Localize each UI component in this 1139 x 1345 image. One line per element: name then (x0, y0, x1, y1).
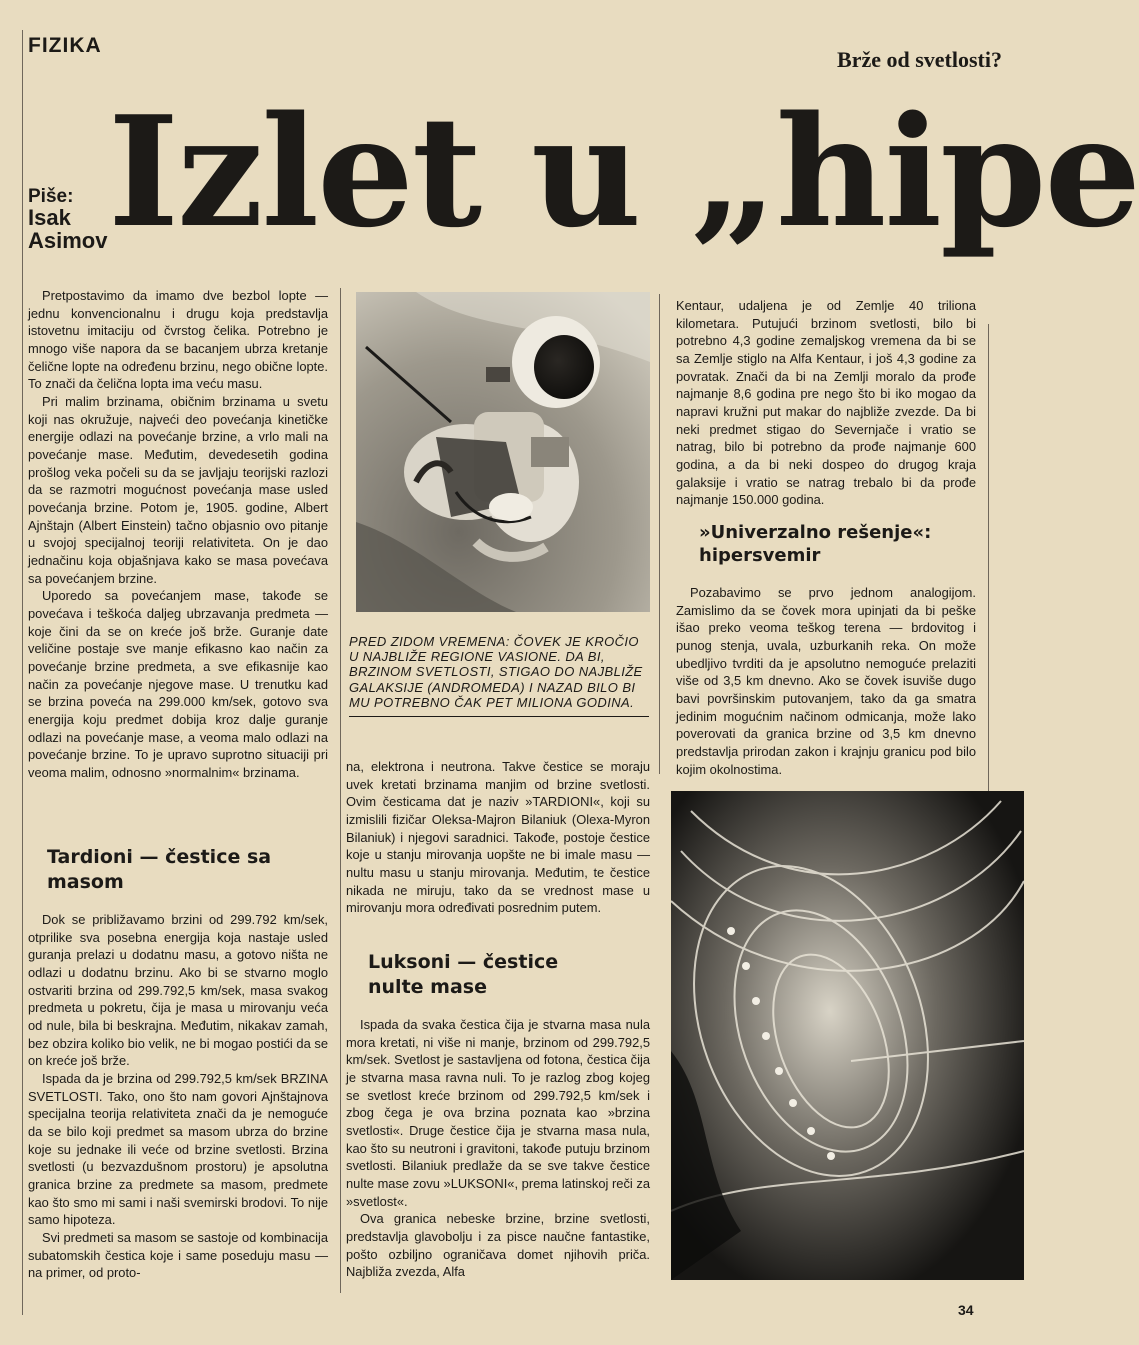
column-3 (676, 297, 976, 509)
byline-label: Piše: (28, 186, 74, 207)
column-divider (340, 288, 341, 1293)
kicker-title: Brže od svetlosti? (837, 47, 1002, 72)
column-divider (659, 294, 660, 774)
column-3-continued (676, 584, 976, 778)
paragraph: Dok se približavamo brzini od 299.792 km/sek, otprilike sva posebna energija koja nastaje usled guranja prelazi u dodatnu masu, a gotovo ništa ne odlazi u dodatnu brzinu. Ako bi se stvarno moglo ostvariti brzina od 299.792,5 km/sek, masa svakog predmeta u pokretu, čija je masa u mirovanju veća od nule, bila bi beskrajna. Međutim, nikakav zamah, bez obzira koliko bio velik, ne bi mogao postići da se on kreće još brže. (28, 912, 328, 1069)
subheading-luksoni: Luksoni — čestice nulte mase (368, 951, 559, 998)
byline (28, 187, 107, 253)
paragraph: Pri malim brzinama, običnim brzinama u svetu koji nas okružuje, najveći deo povećanja kinetičke energije odlazi na povećanje brzine, a vrlo mali na povećanje mase. Međutim, devedesetih godina prošlog veka počeli su da se javljaju teorijski razlozi da se razmotri mogućnost povećanja mase usled povećanja brzine. Potom je, 1905. godine, Albert Ajnštajn (Albert Einstein) tačno objasnio ovo pitanje u svojoj specijalnoj teoriji relativiteta. On je dao jednačinu koja objašnjava kako se masa povećava sa povećanjem brzine. (28, 394, 328, 586)
paragraph: na, elektrona i neutrona. Takve čestice se moraju uvek kretati brzinama manjim od brzine svetlosti. Ovim česticama dat je naziv »TARDIONI«, koji su izmislili fizičar Oleksa-Majron Bilaniuk (Olexa-Myron Bilaniuk) i njegovi saradnici. Takođe, postoje čestice koje u stanju mirovanja uopšte ne bi imale masu — nultu masu u stanju mirovanja. Međutim, te čestice nikada ne miruju, tako da se vrednost mase u mirovanju mora određivati posrednim putem. (346, 759, 650, 916)
paragraph: Ispada da je brzina od 299.792,5 km/sek BRZINA SVETLOSTI. Tako, ono što nam govori Ajnštajnova specijalna teorija relativiteta znači da je nemoguće da se bilo koji predmet sa masom ubrza do brzine koje su jednake ili veće od brzine svetlosti. Brzina svetlosti (u bezvazdušnom prostoru) je apsolutna granica brzine za predmete sa masom, predmete kao što smo mi sami i naši svemirski brodovi. To nije samo hipoteza. (28, 1071, 328, 1228)
column-1-continued (28, 911, 328, 1282)
author-last-name: Asimov (28, 227, 108, 253)
column-2-continued (346, 1016, 650, 1281)
paragraph: Ova granica nebeske brzine, brzine svetlosti, predstavlja glavobolju i za pisce naučne fantastike, pošto ozbiljno ograničava domet njihovih priča. Najbliža zvezda, Alfa (346, 1211, 650, 1280)
author-first-name: Isak (28, 204, 71, 230)
space-illustration (671, 791, 1024, 1280)
paragraph: Ispada da svaka čestica čija je stvarna masa nula mora kretati, ni više ni manje, brzinom od 299.792,5 km/sek. Svetlost je sastavljena od fotona, čestica čija je stvarna masa ravna nuli. To je razlog zbog kojeg se svetlost kreće brzinom od 299.792,5 km/sek i zbog čega je ova brzina poznata kao »brzina svetlosti«. Druge čestice čija je stvarna masa nula, kao što su neutroni i gravitoni, takođe putuju brzinom svetlosti. Bilaniuk predlaže da se sve takve čestice nulte mase zovu »LUKSONI«, prema latinskoj reči za »svetlost«. (346, 1017, 650, 1209)
paragraph: Uporedo sa povećanjem mase, takođe se povećava i teškoća daljeg ubrzavanja predmeta — koje čini da se on kreće još brže. Guranje date veličine postaje sve manje efikasno kao način za povećanje brzine predmeta, a sve efikasnije kao način za povećanje njegove mase. U trenutku kad se brzina poveća na 299.000 km/sek, gotovo sva energija koju predmet dobija kroz dalje guranje odlazi na povećanje mase, a veoma malo odlazi na povećanje brzine. To je upravo suprotno situaciji pri veoma malim, odnosno »normalnim« brzinama. (28, 588, 328, 781)
subheading-hipersvemir: »Univerzalno rešenje«: hipersvemir (699, 522, 932, 567)
paragraph: Pretpostavimo da imamo dve bezbol lopte — jednu konvencionalnu i drugu koja predstavlja istovetnu imitaciju od čvrstog čelika. Potrebno je mnogo više napora da se bacanjem ubrza kretanje čelične lopte na određenu brzinu, nego obične lopte. To znači da čelična lopta ima veću masu. (28, 288, 328, 392)
column-1 (28, 287, 328, 782)
subheading-tardioni: Tardioni — čestice sa masom (47, 846, 272, 893)
left-margin-rule (22, 30, 23, 1315)
column-divider (988, 324, 989, 794)
page-number: 34 (958, 1302, 974, 1318)
section-label: FIZIKA (28, 34, 102, 57)
column-2 (346, 758, 650, 917)
paragraph: Svi predmeti sa masom se sastoje od kombinacija subatomskih čestica koje i same poseduju masu — na primer, od proto- (28, 1230, 328, 1281)
photo-caption: PRED ZIDOM VREMENA: ČOVEK JE KROČIO U NAJBLIŽE REGIONE VASIONE. DA BI, BRZINOM SVETLOSTI, STIGAO DO NAJBLIŽE GALAKSIJE (ANDROMEDA) I NAZAD BILO BI MU POTREBNO ČAK PET MILIONA GODINA. (349, 634, 649, 717)
paragraph: Kentaur, udaljena je od Zemlje 40 triliona kilometara. Putujući brzinom svetlosti, bilo bi potrebno 4,3 godine zemaljskog vremena da bi se sa Zemlje stiglo na Alfa Kentaur, i još 4,3 godine za povratak. Znači da bi na Zemlji moralo da prođe najmanje 8,6 godina pre nego što bi iko mogao da napravi kružni put makar do najbliže zvezde. Da bi neki predmet stigao do Severnjače i vratio se natrag, bilo bi potrebno da prođe najmanje 600 godina, a da bi neki dospeo do drugog kraja galaksije i vratio se natrag trebalo bi da prođe najmanje 150.000 godina. (676, 298, 976, 508)
astronaut-photo (356, 292, 650, 612)
headline: Izlet u „hipe (108, 82, 1139, 261)
paragraph: Pozabavimo se prvo jednom analogijom. Zamislimo da se čovek mora upinjati da bi peške išao preko veoma teškog terena — brdovitog i punog stenja, uvala, uzburkanih reka. On može ubedljivo tvrditi da je apsolutno nemoguće prelaziti više od 3,5 km dnevno. Ako se čovek isuviše dugo bavi površinskim putovanjem, tako da ga smatra jedinim mogućnim načinom odmicanja, može lako poverovati da granica brzine od 3,5 km dnevno predstavlja prirodan zakon i krajnju granicu pod bilo kojim okolnostima. (676, 585, 976, 777)
